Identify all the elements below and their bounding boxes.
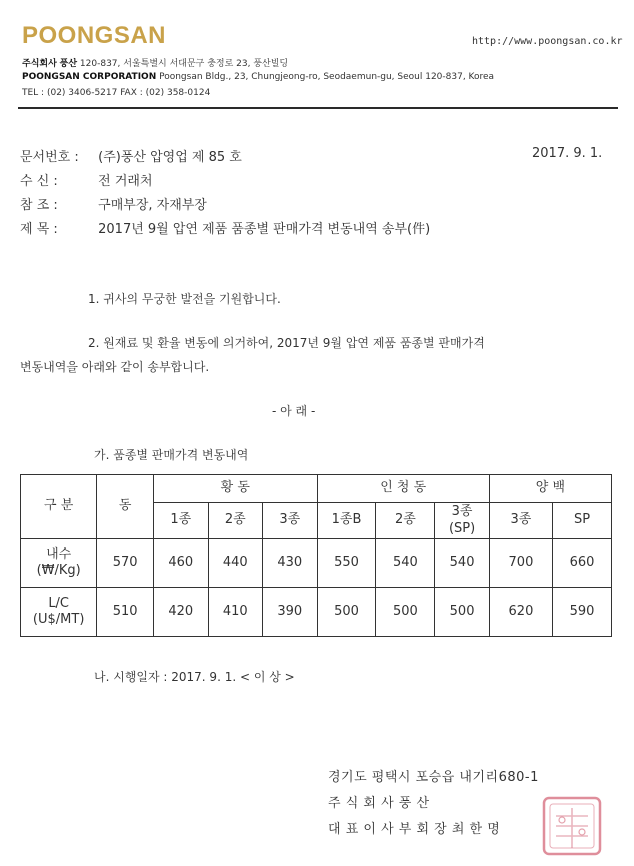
table-row <box>21 588 612 637</box>
address-en: Poongsan Bldg., 23, Chungjeong-ro, Seodaemun-gu, Seoul 120-837, Korea <box>159 72 495 82</box>
reference-value: 구매부장, 자재부장 <box>98 198 207 213</box>
row-label-unit: (U$/MT) <box>32 612 85 627</box>
sub-header: 3종 <box>489 503 552 539</box>
section-ga-heading: 가. 품종별 판매가격 변동내역 <box>94 448 249 462</box>
price-cell: 620 <box>489 588 552 637</box>
price-cell: 460 <box>154 539 209 588</box>
row-label-line: L/C <box>48 595 70 611</box>
sub-header: 3종 <box>263 503 318 539</box>
sub-header: 2종 <box>208 503 263 539</box>
doc-number-row <box>20 146 242 165</box>
subject-label: 제 목 : <box>20 222 58 237</box>
copper-price-cell: 510 <box>97 588 154 637</box>
reference-label: 참 조 : <box>20 198 58 213</box>
price-cell: 420 <box>154 588 209 637</box>
price-cell: 660 <box>553 539 612 588</box>
sub-header: 1종 <box>154 503 209 539</box>
reference-row <box>20 194 207 213</box>
paragraph-1: 1. 귀사의 무궁한 발전을 기원합니다. <box>88 292 281 306</box>
copper-header: 동 <box>97 475 154 539</box>
notice-heading: - 아 래 - <box>272 404 316 418</box>
price-cell: 590 <box>553 588 612 637</box>
division-header: 구 분 <box>21 475 97 539</box>
section-na-effective-date: 나. 시행일자 : 2017. 9. 1. < 이 상 > <box>94 670 295 684</box>
tel-fax: TEL : (02) 3406-5217 FAX : (02) 358-0124 <box>22 88 211 98</box>
brass-group-header: 황 동 <box>154 475 318 503</box>
phosphor-bronze-group-header: 인 청 동 <box>317 475 489 503</box>
paragraph-2-line-1: 2. 원재료 및 환율 변동에 의거하여, 2017년 9월 압연 제품 품종별 판매가격 <box>88 336 485 350</box>
footer-company: 주 식 회 사 풍 산 <box>328 796 430 811</box>
nickel-silver-group-header: 양 백 <box>489 475 611 503</box>
recipient-row <box>20 170 153 189</box>
english-address-line <box>22 72 494 82</box>
footer-representative: 대 표 이 사 부 회 장 최 한 명 <box>328 822 501 837</box>
price-cell: 540 <box>376 539 435 588</box>
korean-address-line <box>22 56 288 69</box>
row-label-unit: (₩/Kg) <box>36 563 81 578</box>
price-cell: 500 <box>435 588 490 637</box>
subject-value: 2017년 9월 압연 제품 품종별 판매가격 변동내역 송부(件) <box>98 222 431 237</box>
company-logo: POONGSAN <box>22 22 167 49</box>
paragraph-2-line-2: 변동내역을 아래와 같이 송부합니다. <box>20 360 210 374</box>
doc-date: 2017. 9. 1. <box>532 146 603 161</box>
subject-row <box>20 218 430 237</box>
price-cell: 410 <box>208 588 263 637</box>
company-seal-stamp <box>538 792 606 860</box>
address-kr: 120-837, 서울특별시 서대문구 충정로 23, 풍산빌딩 <box>79 59 289 69</box>
price-cell: 700 <box>489 539 552 588</box>
recipient-value: 전 거래처 <box>98 174 153 189</box>
row-label <box>21 539 97 588</box>
sub-header: SP <box>553 503 612 539</box>
company-en-name: POONGSAN CORPORATION <box>22 72 157 82</box>
row-label-line: 내수 <box>46 546 72 562</box>
recipient-label: 수 신 : <box>20 174 58 189</box>
sub-header: 3종 (SP) <box>435 503 490 539</box>
sub-header: 2종 <box>376 503 435 539</box>
header-divider <box>18 107 618 109</box>
price-table <box>20 474 612 637</box>
sub-header: 1종B <box>317 503 376 539</box>
price-cell: 540 <box>435 539 490 588</box>
doc-number-value: (주)풍산 압영업 제 85 호 <box>98 150 242 165</box>
company-kr-name: 풍산 <box>59 59 78 69</box>
price-cell: 500 <box>376 588 435 637</box>
price-cell: 430 <box>263 539 318 588</box>
company-kr-label: 주식회사 <box>22 59 57 69</box>
doc-number-label: 문서번호 : <box>20 150 79 165</box>
price-cell: 390 <box>263 588 318 637</box>
price-cell: 500 <box>317 588 376 637</box>
price-cell: 440 <box>208 539 263 588</box>
price-cell: 550 <box>317 539 376 588</box>
row-label <box>21 588 97 637</box>
company-url[interactable]: http://www.poongsan.co.kr <box>472 36 623 47</box>
copper-price-cell: 570 <box>97 539 154 588</box>
footer-address: 경기도 평택시 포승읍 내기리680-1 <box>328 770 539 785</box>
table-row <box>21 539 612 588</box>
